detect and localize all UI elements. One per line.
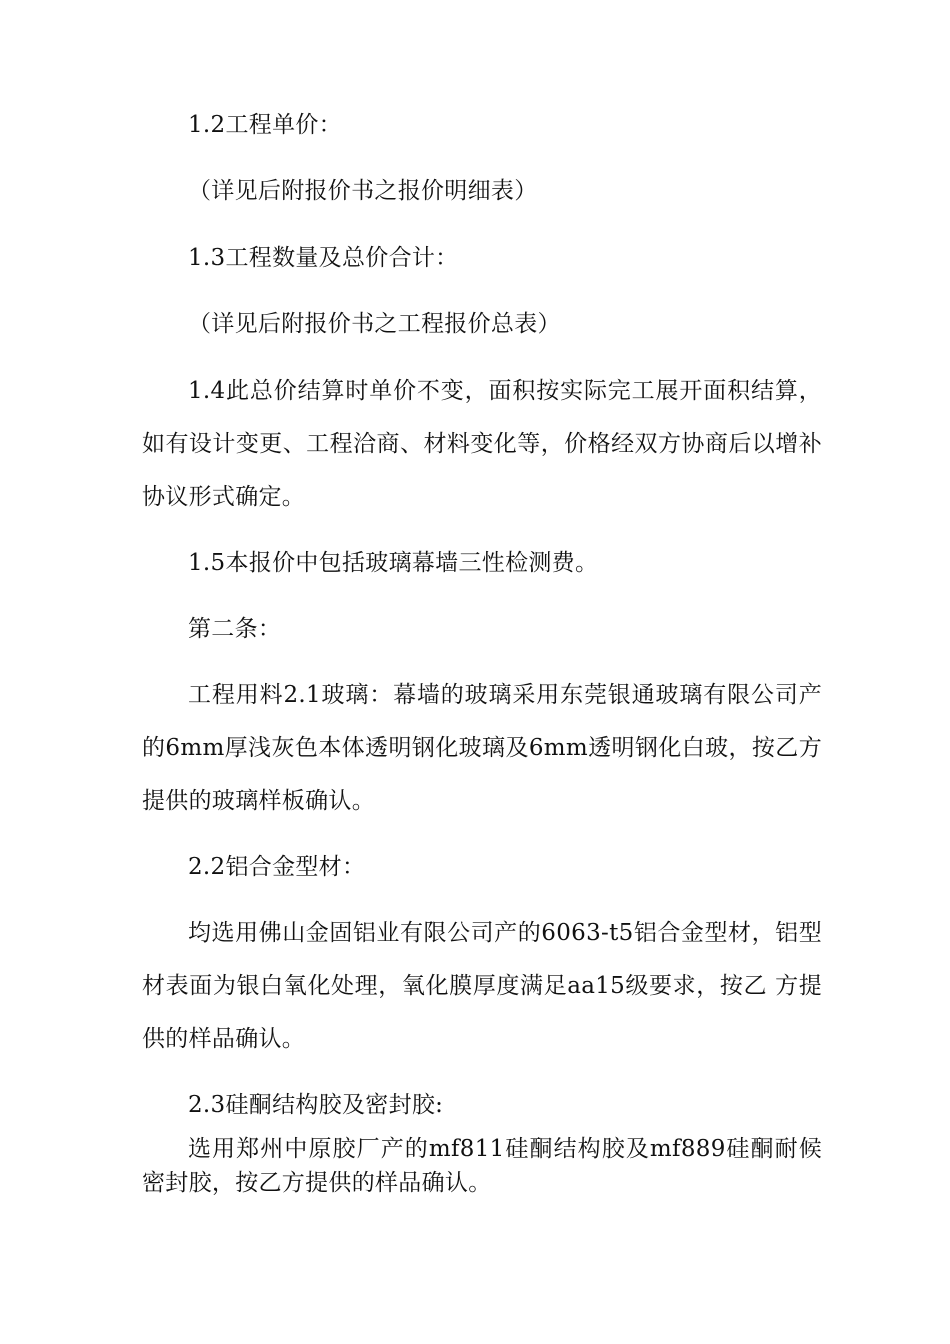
paragraph-1-4: 1.4此总价结算时单价不变，面积按实际完工展开面积结算，如有设计变更、工程洽商、材料变化等，价格经双方协商后以增补协议形式确定。 [142, 378, 822, 510]
paragraph-1-2-heading: 1.2工程单价： [188, 112, 342, 138]
paragraph-2-3-heading: 2.3硅酮结构胶及密封胶: [188, 1092, 444, 1118]
paragraph-1-3-heading: 1.3工程数量及总价合计： [188, 245, 459, 271]
paragraph-1-5: 1.5本报价中包括玻璃幕墙三性检测费。 [188, 550, 599, 576]
paragraph-2-3-detail: 选用郑州中原胶厂产的mf811硅酮结构胶及mf889硅酮耐候密封胶，按乙方提供的样品确认。 [142, 1136, 822, 1196]
paragraph-2-2-heading: 2.2铝合金型材： [188, 854, 366, 880]
paragraph-2-1-glass: 工程用料2.1玻璃：幕墙的玻璃采用东莞银通玻璃有限公司产的6mm厚浅灰色本体透明钢化玻璃及6mm透明钢化白玻，按乙方提供的玻璃样板确认。 [142, 682, 822, 814]
paragraph-1-2-detail: （详见后附报价书之报价明细表） [188, 178, 538, 204]
paragraph-2-2-detail: 均选用佛山金固铝业有限公司产的6063-t5铝合金型材，铝型材表面为银白氧化处理，氧化膜厚度满足aa15级要求，按乙 方提供的样品确认。 [142, 920, 822, 1052]
paragraph-article-two: 第二条： [188, 616, 282, 642]
paragraph-1-3-detail: （详见后附报价书之工程报价总表） [188, 311, 561, 337]
